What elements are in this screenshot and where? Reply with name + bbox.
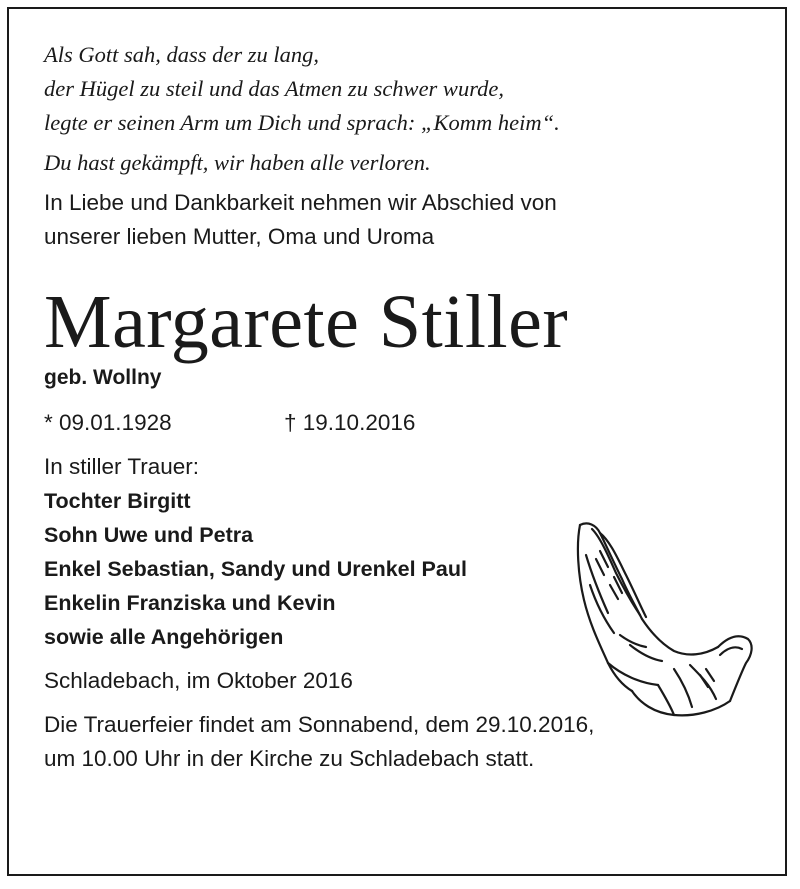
mourner-name: Enkelin Franziska und Kevin	[44, 591, 336, 615]
intro-line: In Liebe und Dankbarkeit nehmen wir Abschied von	[44, 190, 557, 215]
deceased-name: Margarete Stiller	[44, 280, 569, 364]
poem-line: der Hügel zu steil und das Atmen zu schwer wurde,	[44, 76, 504, 101]
funeral-line: Die Trauerfeier findet am Sonnabend, dem 29.10.2016,	[44, 712, 595, 737]
maiden-name: geb. Wollny	[44, 366, 162, 389]
intro-line: unserer lieben Mutter, Oma und Uroma	[44, 224, 435, 249]
poem	[44, 38, 774, 140]
praying-hands-icon	[570, 515, 760, 720]
poem-closing: Du hast gekämpft, wir haben alle verloren.	[44, 150, 431, 175]
intro-text	[44, 186, 774, 254]
death-date: † 19.10.2016	[284, 410, 416, 435]
mourner-name: Tochter Birgitt	[44, 489, 191, 513]
life-dates	[44, 406, 774, 440]
mourner-name: sowie alle Angehörigen	[44, 625, 284, 649]
birth-date: * 09.01.1928	[44, 410, 172, 435]
funeral-line: um 10.00 Uhr in der Kirche zu Schladebach statt.	[44, 746, 535, 771]
mourners-intro: In stiller Trauer:	[44, 454, 200, 479]
poem-line: legte er seinen Arm um Dich und sprach: „Komm heim“.	[44, 110, 560, 135]
mourner-name: Enkel Sebastian, Sandy und Urenkel Paul	[44, 557, 467, 581]
mourner-name: Sohn Uwe und Petra	[44, 523, 254, 547]
poem-line: Als Gott sah, dass der zu lang,	[44, 42, 320, 67]
place-date: Schladebach, im Oktober 2016	[44, 668, 353, 693]
